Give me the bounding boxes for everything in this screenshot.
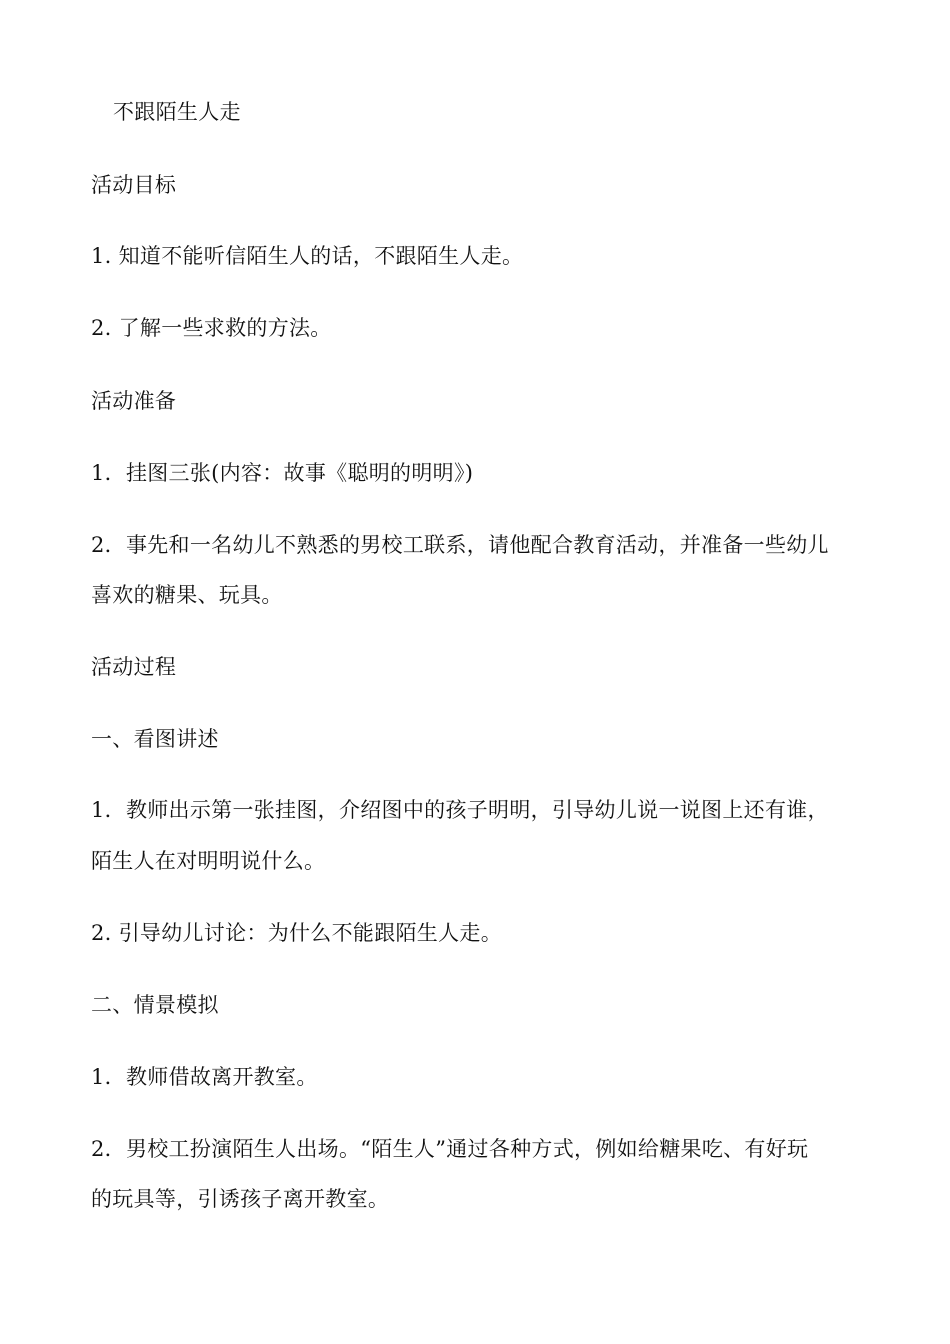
part-heading-1: 一、看图讲述 xyxy=(91,727,219,751)
section-heading-prep: 活动准备 xyxy=(91,389,177,413)
goal-item-1: 1. 知道不能听信陌生人的话，不跟陌生人走。 xyxy=(91,244,524,268)
part-1-item-2: 2. 引导幼儿讨论：为什么不能跟陌生人走。 xyxy=(91,921,503,945)
document-title: 不跟陌生人走 xyxy=(113,100,241,124)
prep-item-2-line-1: 2．事先和一名幼儿不熟悉的男校工联系，请他配合教育活动，并准备一些幼儿 xyxy=(91,533,829,557)
part-2-item-1: 1．教师借故离开教室。 xyxy=(91,1065,318,1089)
prep-item-1: 1．挂图三张(内容：故事《聪明的明明》) xyxy=(91,461,474,485)
goal-item-2: 2. 了解一些求救的方法。 xyxy=(91,316,332,340)
section-heading-process: 活动过程 xyxy=(91,655,177,679)
part-1-item-1-line-2: 陌生人在对明明说什么。 xyxy=(91,849,326,873)
part-1-item-1-line-1: 1．教师出示第一张挂图，介绍图中的孩子明明，引导幼儿说一说图上还有谁， xyxy=(91,798,829,822)
part-2-item-2-line-2: 的玩具等，引诱孩子离开教室。 xyxy=(91,1187,390,1211)
part-heading-2: 二、情景模拟 xyxy=(91,993,219,1017)
section-heading-goals: 活动目标 xyxy=(91,173,177,197)
prep-item-2-line-2: 喜欢的糖果、玩具。 xyxy=(91,583,283,607)
part-2-item-2-line-1: 2．男校工扮演陌生人出场。“陌生人”通过各种方式，例如给糖果吃、有好玩 xyxy=(91,1137,809,1161)
